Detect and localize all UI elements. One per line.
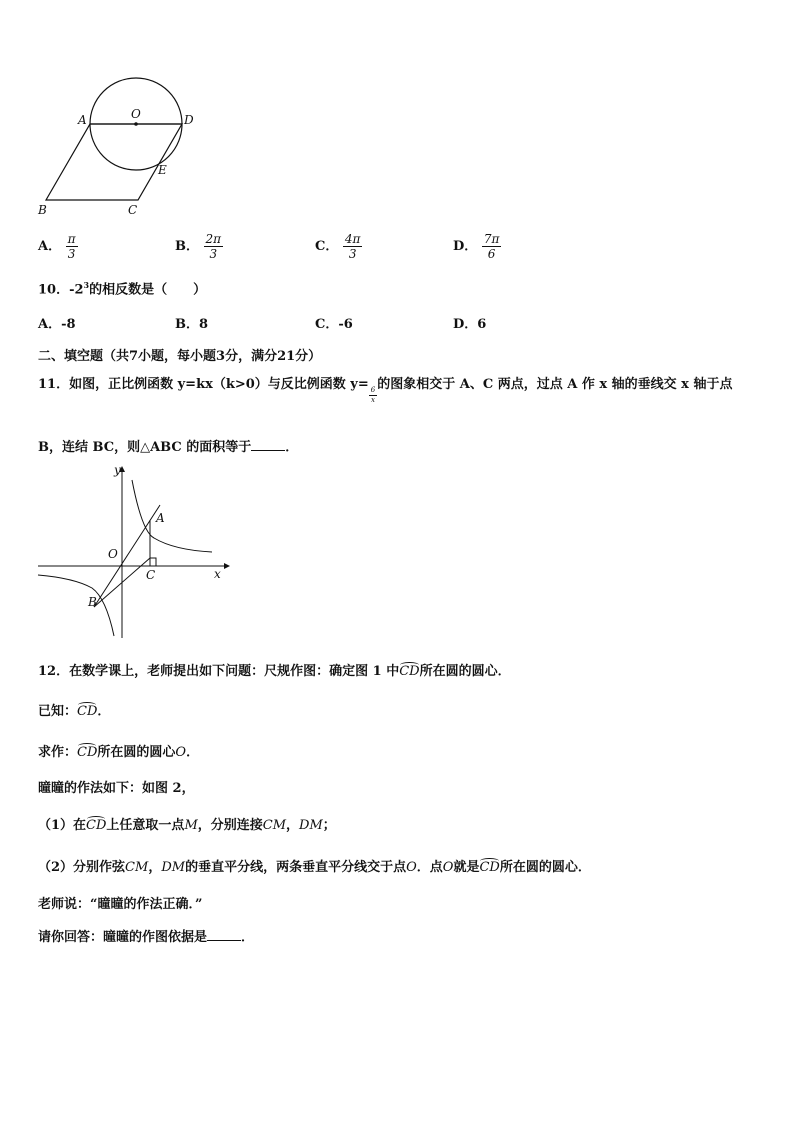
q11-fraction: $\frac{6}{x}$ [370, 386, 376, 404]
arc-cd: CD [86, 818, 107, 833]
hyperbola-branch-1 [132, 480, 212, 552]
label-o: O [131, 107, 141, 121]
hyperbola-branch-2 [38, 575, 114, 636]
section-2-title: 二、填空题（共7小题，每小题3分，满分21分） [38, 349, 322, 364]
q12-method: 曈曈的作法如下：如图 2， [38, 781, 195, 796]
arc-cd: CD [77, 704, 98, 719]
center-dot [134, 122, 138, 126]
q10-option-c[interactable]: C．-6 [315, 317, 353, 332]
label-a: A [156, 511, 165, 525]
q11-line2: B，连结 BC，则△ABC 的面积等于 ． [38, 440, 299, 455]
circle-parallelogram-figure [30, 76, 210, 221]
label-c: C [146, 568, 156, 582]
label-b: B [88, 595, 97, 609]
q9-option-a-fraction: $\frac{\pi}{3}$ [67, 232, 76, 261]
q12-seek: 求作：CD所在圆的圆心O． [38, 745, 200, 760]
q10-stem: 10．$-2^3$的相反数是（ ） [38, 280, 207, 298]
label-x: x [214, 567, 221, 581]
q9-option-d-fraction: $\frac{7\pi}{6}$ [483, 232, 500, 261]
q9-option-c[interactable] [315, 232, 362, 261]
q9-option-d-letter: D． [453, 239, 478, 254]
q9-option-b-fraction: $\frac{2\pi}{3}$ [205, 232, 222, 261]
arc-cd: CD [399, 664, 420, 679]
arc-cd: CD [479, 860, 500, 875]
q9-option-c-fraction: $\frac{4\pi}{3}$ [344, 232, 361, 261]
label-o: O [108, 547, 118, 561]
q12-answer: 请你回答：曈曈的作图依据是 ． [38, 930, 255, 945]
q9-option-b[interactable] [175, 232, 223, 261]
label-d: D [184, 113, 194, 127]
q12-answer-blank[interactable] [207, 928, 241, 941]
right-angle-mark [150, 558, 156, 566]
q12-stem: 12．在数学课上，老师提出如下问题：尺规作图：确定图 1 中CD所在圆的圆心． [38, 664, 511, 679]
x-axis-arrow [224, 563, 230, 569]
label-y: y [114, 463, 121, 477]
q12-known: 已知：CD． [38, 704, 111, 719]
label-e: E [158, 163, 167, 177]
label-c: C [128, 203, 138, 217]
q9-option-b-letter: B． [175, 239, 199, 254]
q9-option-a[interactable] [38, 232, 78, 261]
q10-option-a[interactable]: A．-8 [38, 317, 76, 332]
q12-step1: （1）在CD上任意取一点M，分别连接CM，DM； [38, 818, 336, 833]
q10-option-d[interactable]: D．6 [453, 317, 487, 332]
label-a: A [78, 113, 87, 127]
q12-step2: （2）分别作弦CM，DM的垂直平分线，两条垂直平分线交于点O．点O就是CD所在圆的圆心． [38, 860, 591, 875]
q9-option-c-letter: C． [315, 239, 339, 254]
q9-option-d[interactable] [453, 232, 501, 261]
q11-answer-blank[interactable] [251, 438, 285, 451]
q12-teacher: 老师说：“曈曈的作法正确．” [38, 897, 203, 912]
q10-option-b[interactable]: B．8 [175, 317, 209, 332]
q9-option-a-letter: A． [38, 239, 62, 254]
label-b: B [38, 203, 47, 217]
arc-cd: CD [77, 745, 98, 760]
function-graph-figure [34, 462, 230, 642]
q11-line1: 11．如图，正比例函数 y=kx（k>0）与反比例函数 y= $\frac{6}{x}$ 的图象相交于 A、C 两点，过点 A 作 x 轴的垂线交 x 轴于点 [38, 377, 733, 404]
